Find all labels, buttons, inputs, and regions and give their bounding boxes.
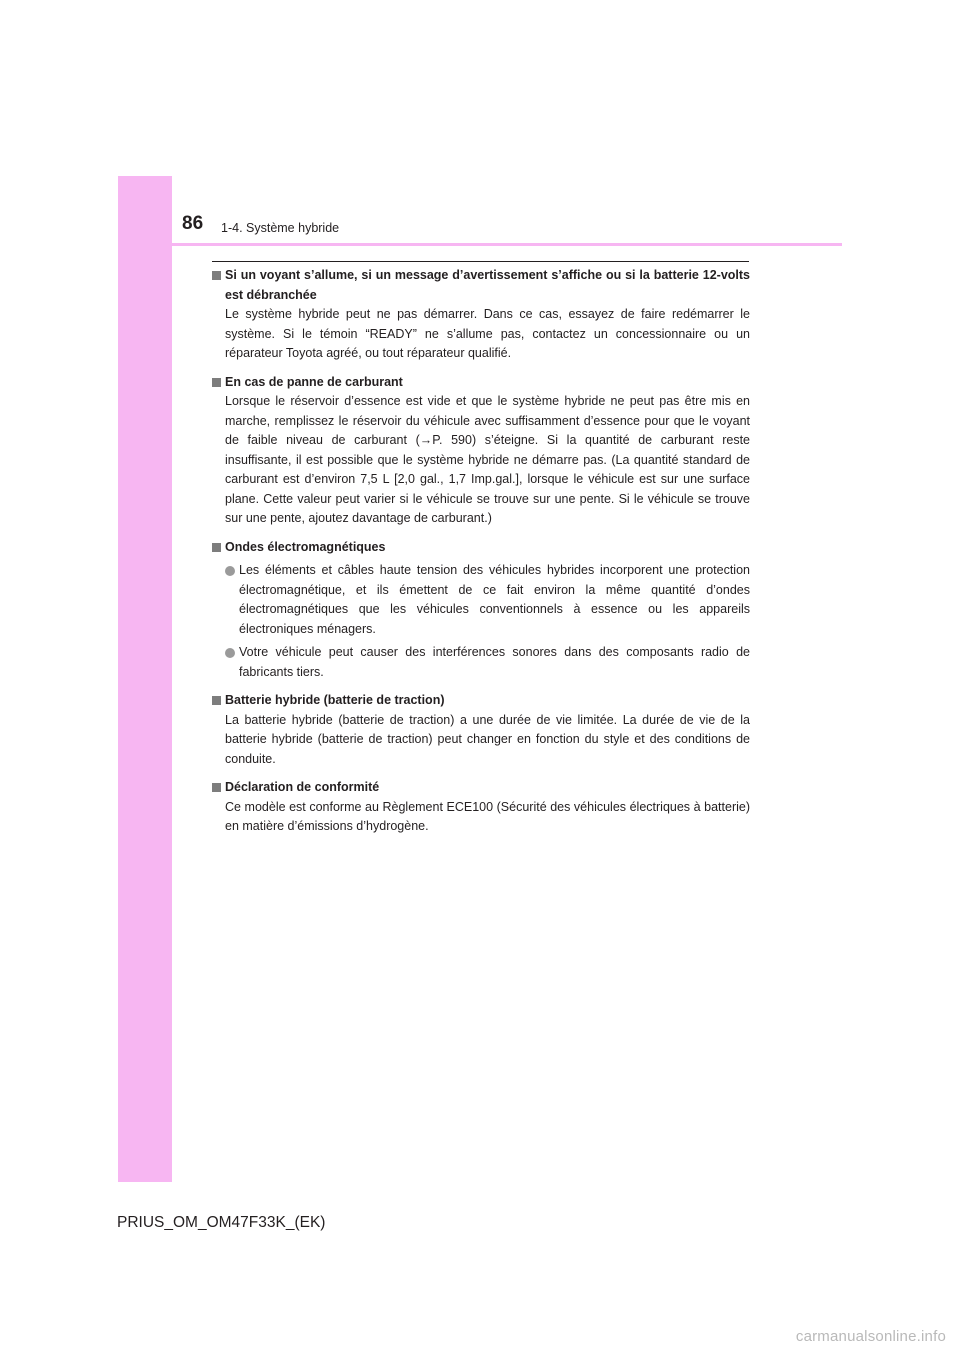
- circle-bullet-icon: [225, 566, 235, 576]
- bullet-text: Les éléments et câbles haute tension des véhicules hybrides incorporent une protection électromagnétique, et ils émettent de ce fait environ la même quantité d’ondes électromagnétiques que les véhicules conventionnels à essence ou les appareils électroniques ménagers.: [239, 563, 750, 636]
- square-bullet-icon: [212, 543, 221, 552]
- section-body: Ce modèle est conforme au Règlement ECE100 (Sécurité des véhicules électriques à batterie) en matière d’émissions d’hydrogène.: [225, 799, 750, 833]
- page-number: 86: [182, 213, 204, 234]
- header-rule: [172, 243, 842, 246]
- list-item: [225, 561, 750, 639]
- square-bullet-icon: [212, 696, 221, 705]
- bullet-text: Votre véhicule peut causer des interférences sonores dans des composants radio de fabricants tiers.: [239, 645, 750, 679]
- section-hybrid-battery: [212, 691, 750, 769]
- section-heading: Ondes électromagnétiques: [225, 539, 386, 554]
- section-warning-light: [212, 266, 750, 364]
- document-code: PRIUS_OM_OM47F33K_(EK): [117, 1214, 326, 1231]
- section-title: 1-4. Système hybride: [221, 221, 340, 235]
- square-bullet-icon: [212, 378, 221, 387]
- section-heading: Batterie hybride (batterie de traction): [225, 693, 445, 707]
- content-top-rule: [212, 261, 749, 262]
- section-fuel-outage: [212, 373, 750, 529]
- section-body: Lorsque le réservoir d’essence est vide et que le système hybride ne peut pas être mis en marche, remplissez le réservoir du véhicule avec suffisamment d’essence pour que le voyant de faible niveau de carburant (→P. 590) s’éteigne. Si la quantité de carburant reste insuffisante, il est possible que le système hybride ne démarre pas. (La quantité standard de carburant est d’environ 7,5 L [2,0 gal., 1,7 Imp.gal.], lorsque le véhicule est sur une surface plane. Cette valeur peut varier si le véhicule se trouve sur une pente. Si le véhicule se trouve sur une pente, ajoutez davantage de carburant.): [225, 394, 750, 525]
- circle-bullet-icon: [225, 648, 235, 658]
- list-item: [225, 643, 750, 682]
- section-body: La batterie hybride (batterie de traction) a une durée de vie limitée. La durée de vie de la batterie hybride (batterie de traction) peut changer en fonction du style et des conditions de conduite.: [225, 712, 750, 766]
- section-body: Le système hybride peut ne pas démarrer. Dans ce cas, essayez de faire redémarrer le système. Si le témoin “READY” ne s’allume pas, contactez un concessionnaire ou un réparateur Toyota agréé, ou tout réparateur qualifié.: [225, 307, 750, 360]
- side-color-band: [118, 176, 172, 1182]
- section-conformity: [212, 778, 750, 837]
- section-heading: Déclaration de conformité: [225, 780, 380, 794]
- square-bullet-icon: [212, 783, 221, 792]
- watermark: carmanualsonline.info: [795, 1328, 946, 1345]
- section-heading: Si un voyant s’allume, si un message d’avertissement s’affiche ou si la batterie 12-volts est débranchée: [225, 268, 750, 302]
- page-content: [212, 266, 750, 846]
- section-electromagnetic-waves: [212, 538, 750, 683]
- section-heading: En cas de panne de carburant: [225, 374, 403, 389]
- square-bullet-icon: [212, 271, 221, 280]
